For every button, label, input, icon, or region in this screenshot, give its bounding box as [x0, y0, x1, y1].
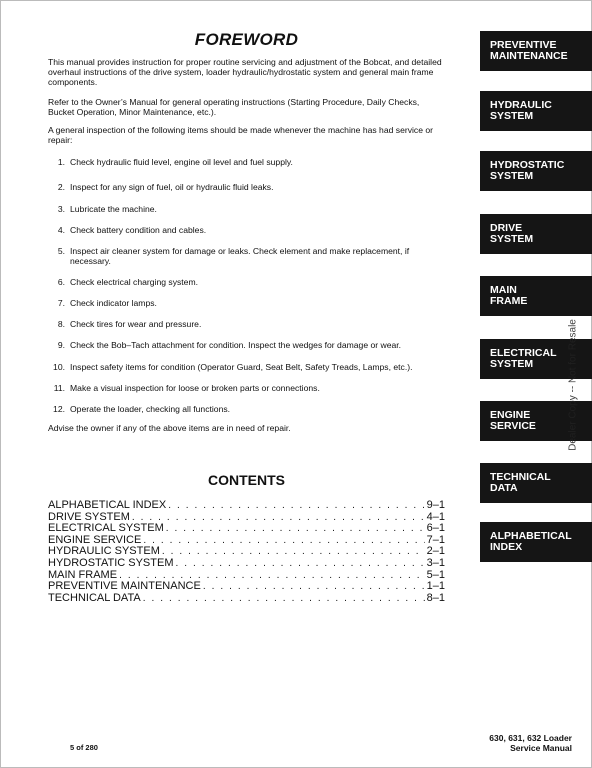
list-item-number: 10. — [53, 362, 65, 372]
list-item-text: Inspect safety items for condition (Operator Guard, Seat Belt, Safety Treads, Lamps, etc.). — [70, 362, 413, 372]
list-item-text: Make a visual inspection for loose or broken parts or connections. — [70, 383, 320, 393]
toc-leader-dots — [132, 512, 425, 524]
list-item-text: Check hydraulic fluid level, engine oil level and fuel supply. — [70, 157, 293, 167]
toc-entry-preventive-maintenance[interactable] — [48, 581, 445, 593]
toc-entry-label: DRIVE SYSTEM — [48, 510, 130, 523]
toc-leader-dots — [143, 593, 425, 605]
list-item-number: 2. — [57, 182, 65, 192]
contents-title: CONTENTS — [208, 472, 285, 488]
toc-entry-label: HYDRAULIC SYSTEM — [48, 545, 160, 558]
tab-label: DRIVE SYSTEM — [490, 221, 534, 245]
toc-entry-page: 8–1 — [426, 591, 445, 604]
list-item-number: 9. — [57, 340, 65, 350]
list-item-text: Check battery condition and cables. — [70, 225, 207, 235]
toc-leader-dots — [176, 558, 425, 570]
toc-entry-label: ENGINE SERVICE — [48, 533, 142, 546]
list-item-number: 7. — [57, 298, 65, 308]
tab-label: MAIN FRAME — [490, 283, 528, 307]
tab-label: PREVENTIVE MAINTENANCE — [490, 38, 568, 62]
list-item-number: 4. — [57, 225, 65, 235]
toc-entry-label: ALPHABETICAL INDEX — [48, 499, 167, 511]
toc-entry-label: TECHNICAL DATA — [48, 591, 141, 604]
tab-label: ENGINE SERVICE — [490, 408, 536, 432]
foreword-title: FOREWORD — [194, 30, 299, 49]
list-item-text: Inspect for any sign of fuel, oil or hydraulic fluid leaks. — [70, 182, 274, 192]
toc-entry-alphabetical-index[interactable] — [48, 500, 445, 512]
footer-title — [372, 734, 572, 753]
tab-label: HYDROSTATIC SYSTEM — [490, 158, 565, 182]
list-item-number: 6. — [57, 277, 65, 287]
toc-entry-page: 6–1 — [426, 522, 445, 535]
tab-label: ELECTRICAL SYSTEM — [490, 346, 557, 370]
watermark: Dealer Copy -- Not for Resale — [567, 319, 579, 451]
list-item-text: Inspect air cleaner system for damage or leaks. Check element and make replacement, if necessary. — [70, 246, 410, 266]
tab-hydraulic-system[interactable] — [480, 91, 592, 131]
list-item-number: 1. — [57, 157, 65, 167]
toc-entry-label: ELECTRICAL SYSTEM — [48, 522, 164, 535]
list-item-text: Check electrical charging system. — [70, 277, 198, 287]
toc-leader-dots — [143, 535, 424, 547]
tab-main-frame[interactable] — [480, 276, 592, 316]
toc-entry-page: 1–1 — [426, 580, 445, 593]
toc-leader-dots — [203, 581, 425, 593]
contents-list — [48, 500, 445, 604]
toc-entry-page: 3–1 — [426, 556, 445, 569]
toc-entry-technical-data[interactable] — [48, 593, 445, 605]
footer-manual: Service Manual — [510, 742, 572, 753]
list-item-text: Lubricate the machine. — [70, 204, 157, 214]
footer-model: 630, 631, 632 Loader — [489, 733, 572, 743]
page-number: 5 of 280 — [70, 743, 98, 752]
list-item-text: Check indicator lamps. — [70, 298, 157, 308]
toc-entry-page: 7–1 — [426, 533, 445, 546]
toc-entry-page: 9–1 — [426, 499, 445, 511]
toc-entry-label: HYDROSTATIC SYSTEM — [48, 556, 174, 569]
list-item-number: 3. — [57, 204, 65, 214]
toc-leader-dots — [162, 546, 425, 558]
tab-drive-system[interactable] — [480, 214, 592, 254]
list-item-number: 5. — [57, 246, 65, 256]
toc-entry-page: 5–1 — [426, 568, 445, 581]
toc-leader-dots — [166, 523, 425, 535]
toc-leader-dots — [168, 500, 424, 512]
tab-label: HYDRAULIC SYSTEM — [490, 98, 552, 122]
list-item-number: 8. — [57, 319, 65, 329]
tab-label: ALPHABETICAL INDEX — [490, 529, 572, 553]
list-item-text: Check tires for wear and pressure. — [70, 319, 202, 329]
foreword-inspection: A general inspection of the following items should be made whenever the machine has had service or repair: — [48, 125, 434, 145]
tab-technical-data[interactable] — [480, 463, 592, 503]
list-item-text: Operate the loader, checking all functions. — [70, 404, 231, 414]
list-item-text: Check the Bob–Tach attachment for condition. Inspect the wedges for damage or wear. — [70, 340, 402, 350]
toc-entry-page: 4–1 — [426, 510, 445, 523]
tab-hydrostatic-system[interactable] — [480, 151, 592, 191]
tab-label: TECHNICAL DATA — [490, 470, 551, 494]
foreword-refer: Refer to the Owner’s Manual for general operating instructions (Starting Procedure, Daily Checks, Bucket Operation, Minor Maintenance, etc.). — [48, 97, 420, 117]
foreword-intro: This manual provides instruction for proper routine servicing and adjustment of the Bobcat, and detailed overhaul instructions of the drive system, loader hydraulic/hydrostatic system and general main frame components. — [48, 57, 442, 87]
foreword-advise: Advise the owner if any of the above items are in need of repair. — [48, 423, 291, 433]
toc-entry-label: PREVENTIVE MAINTENANCE — [48, 580, 201, 593]
toc-entry-hydrostatic-system[interactable] — [48, 558, 445, 570]
toc-entry-label: MAIN FRAME — [48, 568, 118, 581]
tab-preventive-maintenance[interactable] — [480, 31, 592, 71]
tab-alphabetical-index[interactable] — [480, 522, 592, 562]
list-item-number: 12. — [53, 404, 65, 414]
list-item-number: 11. — [53, 383, 65, 393]
toc-entry-page: 2–1 — [426, 545, 445, 558]
